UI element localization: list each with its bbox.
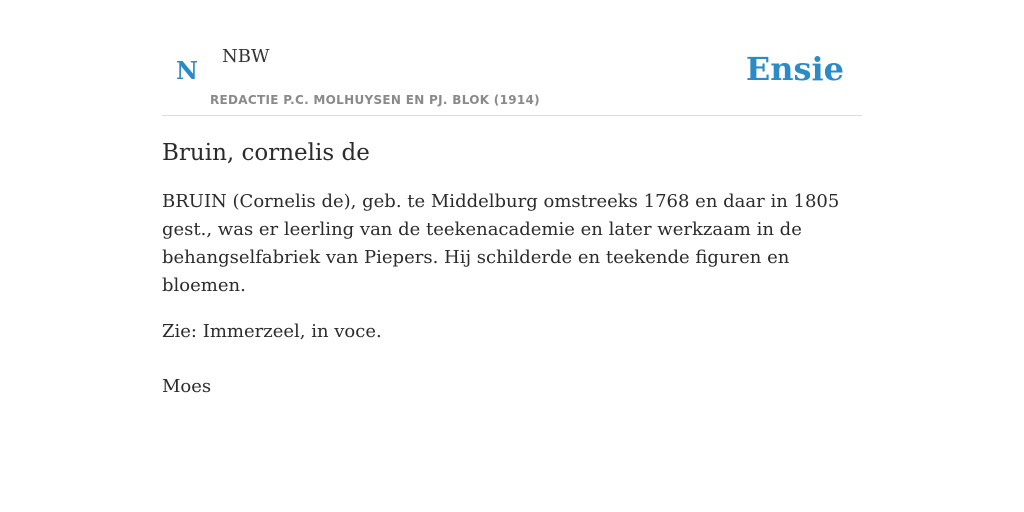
- entry-reference: Zie: Immerzeel, in voce.: [162, 321, 382, 342]
- source-logo[interactable]: N: [176, 56, 198, 85]
- source-subtitle: REDACTIE P.C. MOLHUYSEN EN PJ. BLOK (1914): [210, 93, 540, 107]
- source-title[interactable]: NBW: [222, 46, 270, 67]
- source-header: [162, 0, 862, 116]
- brand-logo-link[interactable]: Ensie: [745, 50, 844, 88]
- entry-author: Moes: [162, 376, 212, 397]
- entry-body: BRUIN (Cornelis de), geb. te Middelburg omstreeks 1768 en daar in 1805 gest., was er leerling van de teekenacademie en later werkzaam in de behangselfabriek van Piepers. Hij schilderde en teekende figuren en bloemen.: [162, 191, 840, 296]
- entry-title: Bruin, cornelis de: [162, 140, 370, 166]
- page: [162, 0, 862, 401]
